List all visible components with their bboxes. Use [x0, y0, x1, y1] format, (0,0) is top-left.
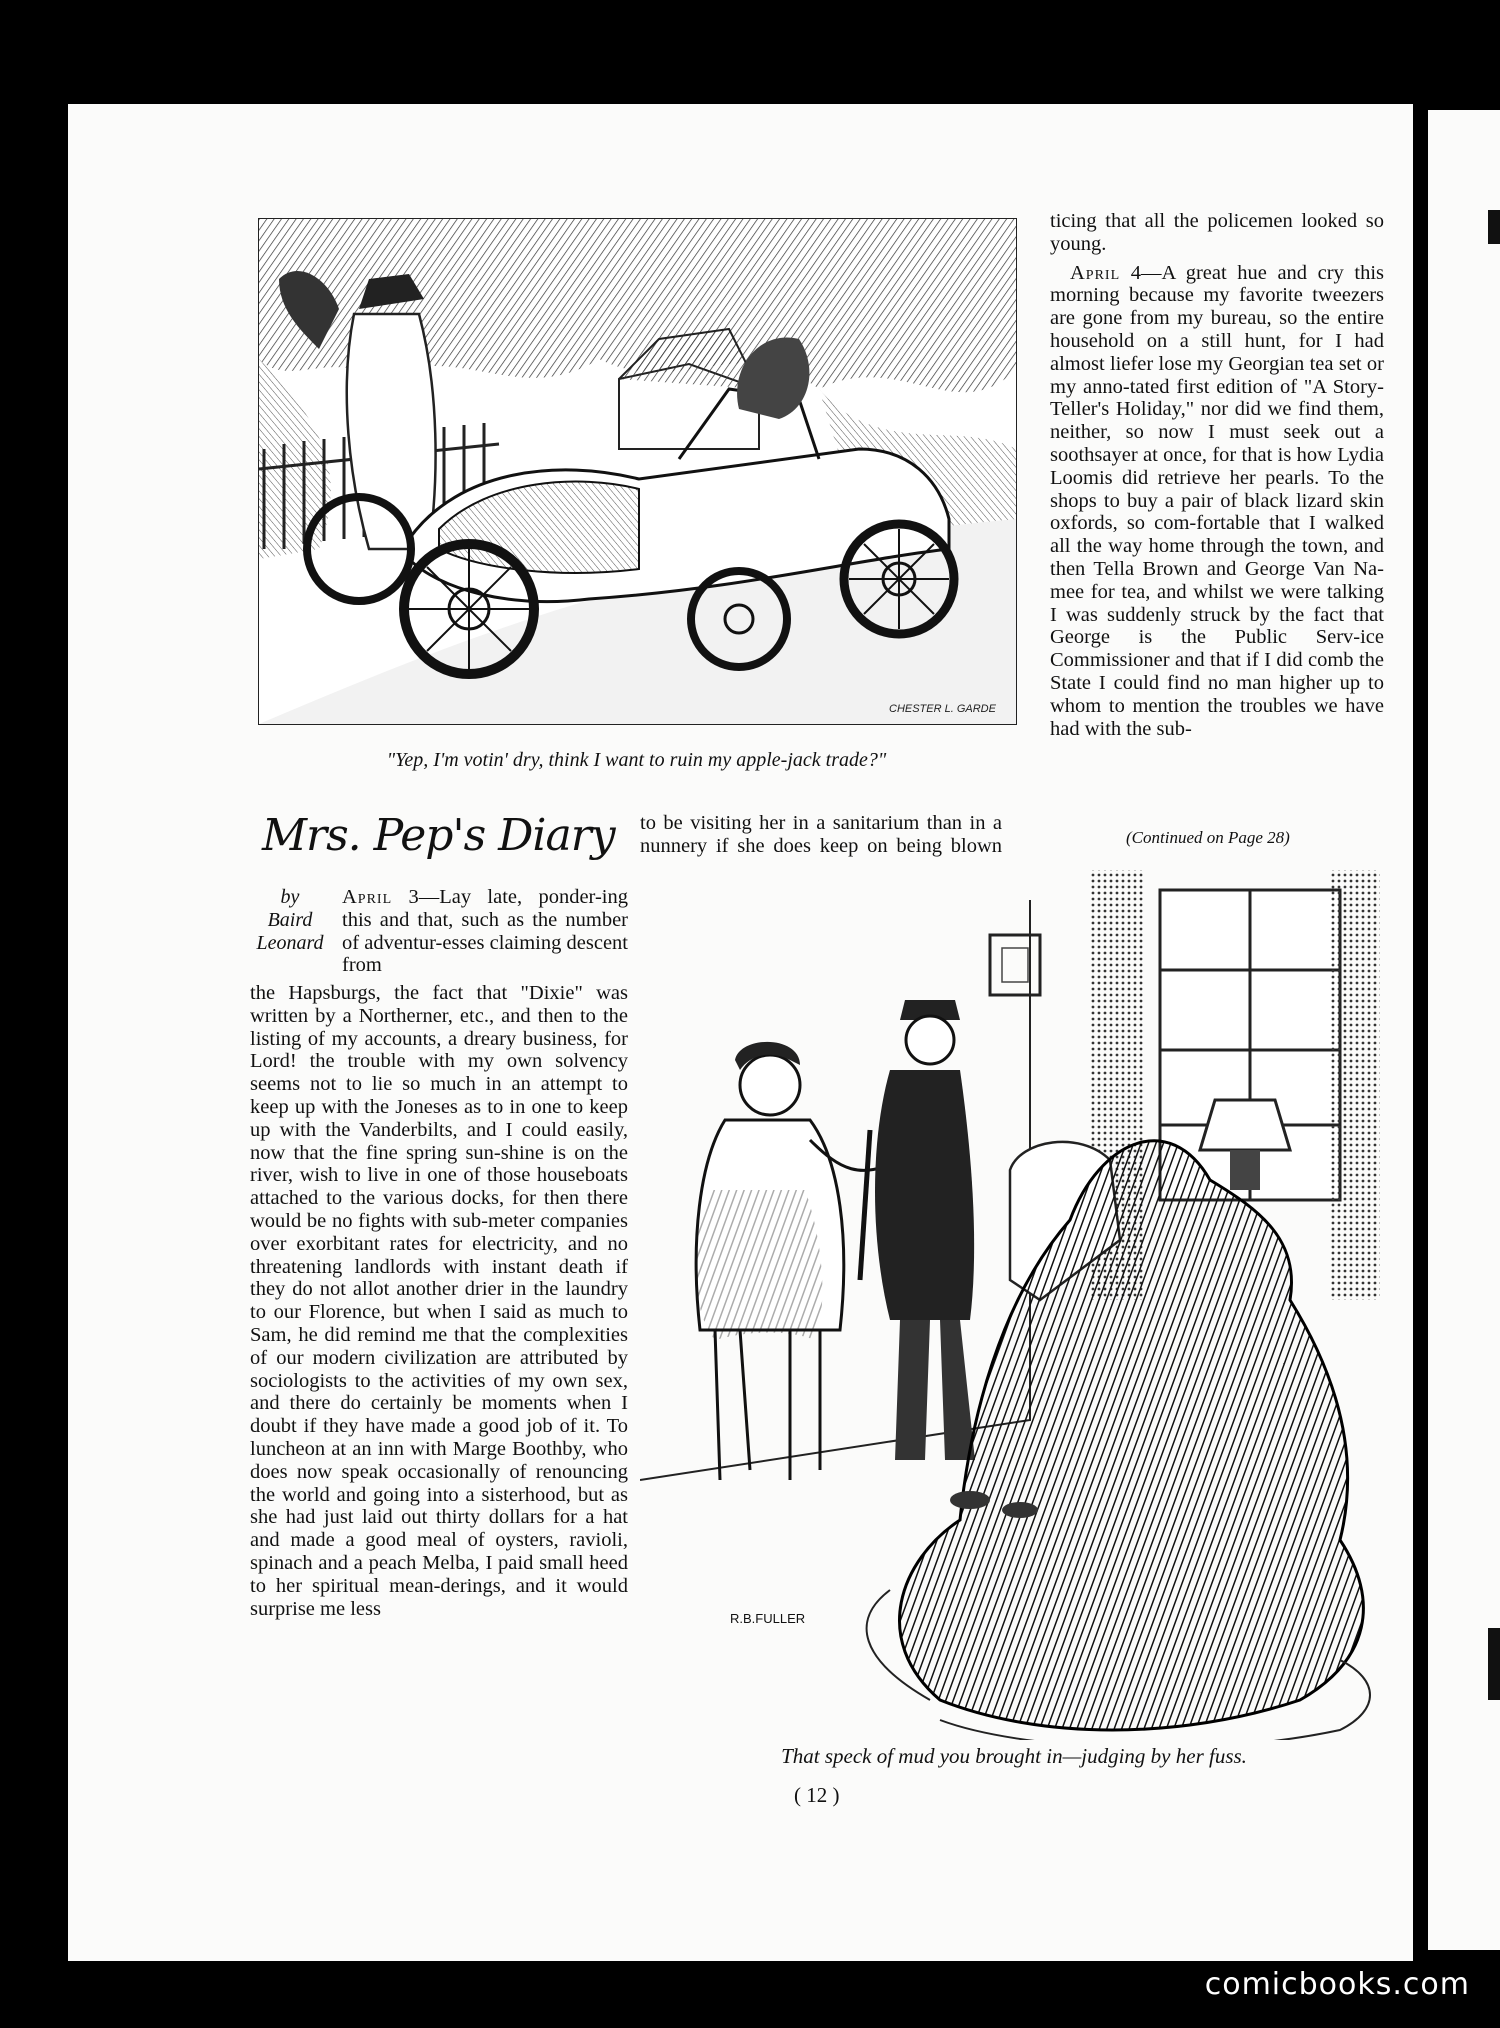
entry-text: to be visiting her in a sanitarium than in a nunnery if she does keep on being blown — [640, 812, 1002, 857]
illustration-signature: R.B.FULLER — [730, 1611, 806, 1626]
illustration-signature: CHESTER L. GARDE — [889, 703, 996, 715]
article-column-1-head — [342, 886, 628, 977]
top-illustration-caption: "Yep, I'm votin' dry, think I want to ruin my apple-jack trade?" — [386, 749, 887, 771]
entry-text: 4—A great hue and cry this morning because my favorite tweezers are gone from my bureau, so the entire household on a still hunt, for I had almost liefer lose my Georgian tea set or my anno-tated first edition of "A Story-Teller's Holiday," nor did we find them, neither, so now I must seek out a soothsayer at once, for that is how Lydia Loomis did retrieve her pearls. To the shops to buy a pair of black lizard skin oxfords, so com-fortable that I walked all the way home through the town, and then Tella Brown and George Van Na-mee for tea, and whilst we were talking I was suddenly struck by the fact that George is the Public Serv-ice Commissioner and that if I did comb the State I could find no man higher up to whom to mention the troubles we have had with the sub- — [1050, 261, 1384, 740]
byline-word: Baird — [267, 909, 313, 931]
entry-date-lead: April — [342, 886, 393, 908]
car-cartoon-illustration — [258, 218, 1017, 725]
page-number: ( 12 ) — [794, 1783, 840, 1807]
article-title: Mrs. Pep's Diary — [262, 810, 615, 861]
continued-note: (Continued on Page 28) — [1126, 828, 1290, 847]
article-column-3 — [1050, 210, 1384, 740]
site-watermark: comicbooks.com — [1204, 1967, 1470, 2002]
mud-cartoon-drawing — [640, 860, 1388, 1740]
byline-word: by — [280, 886, 300, 908]
entry-text: the Hapsburgs, the fact that "Dixie" was written by a Northerner, etc., and then to the listing of my accounts, a dreary business, for Lord! the trouble with my own solvency seems not to lie so much in an attempt to keep up with the Joneses as to in one to keep up with the Vanderbilts, and I could easily, now that the fine spring sun-shine is on the river, wish to live in one of those houseboats attached to the various docks, for then there would be no fights with sub-meter companies over exorbitant rates for electricity, and no threatening landlords with instant death if they do not allot another drier in the laundry to our Florence, but when I said as much to Sam, he did remind me that the complexities of our modern civilization are attributed by sociologists to the activities of my own sex, and there do certainly be moments when I doubt if they have made a good job of it. To luncheon at an inn with Marge Boothby, who does now speak occasionally of renouncing the world and going into a sisterhood, but as she had just laid out thirty dollars for a hat and made a good meal of oysters, ravioli, spinach and a peach Melba, I paid small heed to her spiritual mean-derings, and it would surprise me less — [250, 982, 628, 1620]
facing-page-mark — [1488, 210, 1500, 244]
entry-text: 3—Lay late, ponder-ing this and that, such as the number of adventur-esses claiming descent from — [342, 886, 628, 977]
byline-word: Leonard — [256, 932, 324, 954]
byline — [250, 886, 330, 955]
entry-text: ticing that all the policemen looked so young. — [1050, 210, 1384, 255]
car-cartoon-drawing — [259, 219, 1016, 724]
facing-page-mark — [1488, 1628, 1500, 1700]
mud-cartoon-illustration — [640, 860, 1388, 1740]
entry-date-lead: April — [1070, 261, 1121, 284]
bottom-illustration-caption: That speck of mud you brought in—judging by her fuss. — [781, 1744, 1247, 1768]
article-column-1 — [250, 982, 628, 1620]
